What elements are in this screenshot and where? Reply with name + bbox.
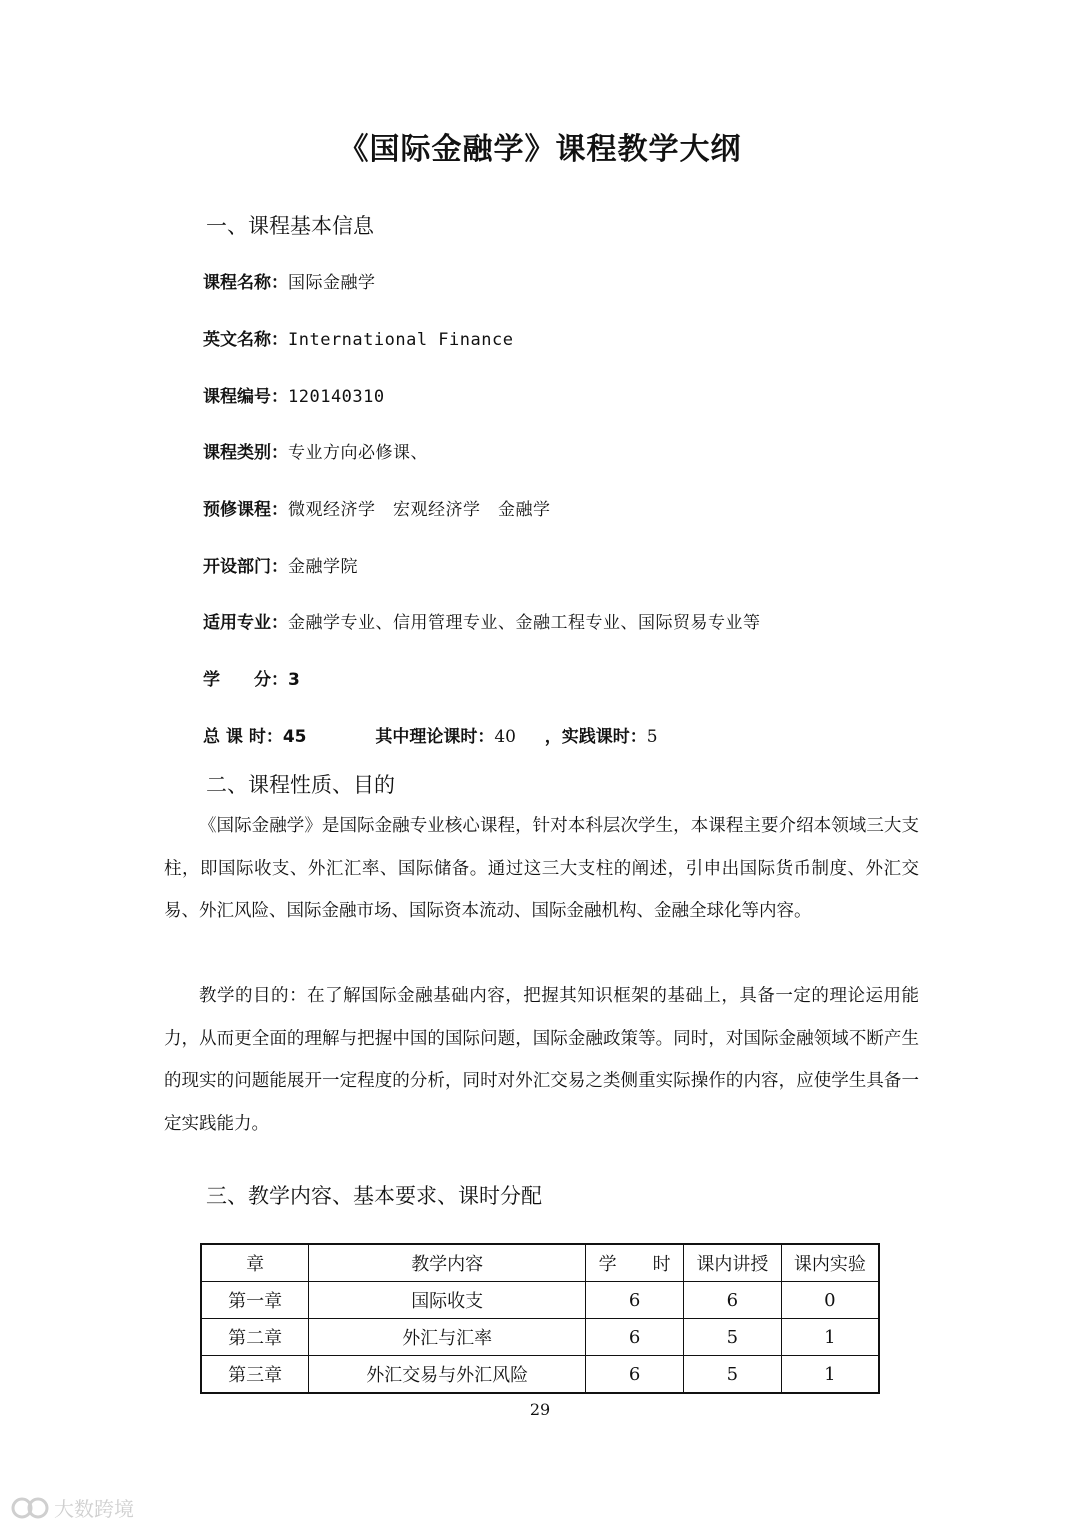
document-title: 《国际金融学》课程教学大纲 xyxy=(338,132,742,167)
info-hours xyxy=(203,722,658,747)
table-cell: 第一章 xyxy=(201,1282,309,1319)
table-cell: 外汇交易与外汇风险 xyxy=(309,1356,586,1394)
table-cell: 6 xyxy=(586,1282,684,1319)
info-label: 课程编号： xyxy=(203,387,288,407)
info-value: International Finance xyxy=(288,330,514,350)
table-cell: 6 xyxy=(684,1282,782,1319)
info-course-name xyxy=(203,268,376,293)
info-value: 金融学专业、信用管理专业、金融工程专业、国际贸易专业等 xyxy=(288,613,761,633)
info-english-name xyxy=(203,325,513,350)
table-cell: 第二章 xyxy=(201,1319,309,1356)
info-label: 英文名称： xyxy=(203,330,288,350)
table-row xyxy=(201,1356,879,1394)
practice-hours-label: ，实践课时： xyxy=(544,727,647,747)
page-number: 29 xyxy=(529,1400,551,1419)
table-cell: 6 xyxy=(586,1356,684,1394)
info-label: 开设部门： xyxy=(203,557,288,577)
watermark-text: 大数跨境 xyxy=(54,1497,134,1521)
table-row xyxy=(201,1319,879,1356)
table-header-cell: 课内实验 xyxy=(781,1244,879,1282)
watermark xyxy=(10,1493,134,1522)
info-label: 适用专业： xyxy=(203,613,288,633)
table-cell: 6 xyxy=(586,1319,684,1356)
info-value: 金融学院 xyxy=(288,557,358,577)
table-row xyxy=(201,1282,879,1319)
total-hours-value: 45 xyxy=(282,727,307,747)
info-value: 3 xyxy=(288,670,300,690)
info-course-code xyxy=(203,382,385,407)
paragraph-purpose: 教学的目的：在了解国际金融基础内容，把握其知识框架的基础上，具备一定的理论运用能力，从而更全面的理解与把握中国的国际问题，国际金融政策等。同时，对国际金融领域不断产生的现实的问题能展开一定程度的分析，同时对外汇交易之类侧重实际操作的内容，应使学生具备一定实践能力。 xyxy=(164,986,919,1134)
table-cell: 1 xyxy=(781,1319,879,1356)
theory-hours-label: 其中理论课时： xyxy=(375,727,495,747)
table-cell: 5 xyxy=(684,1356,782,1394)
table-header-cell: 学 时 xyxy=(586,1244,684,1282)
info-label: 课程类别： xyxy=(203,443,288,463)
theory-hours-value: 40 xyxy=(494,727,516,747)
section-heading-content: 三、教学内容、基本要求、课时分配 xyxy=(206,1184,542,1208)
table-cell: 外汇与汇率 xyxy=(309,1319,586,1356)
total-hours-label: 总 课 时： xyxy=(203,727,283,747)
paragraph-intro: 《国际金融学》是国际金融专业核心课程，针对本科层次学生，本课程主要介绍本领域三大支柱，即国际收支、外汇汇率、国际储备。通过这三大支柱的阐述，引申出国际货币制度、外汇交易、外汇风险、国际金融市场、国际资本流动、国际金融机构、金融全球化等内容。 xyxy=(164,816,919,921)
table-cell: 0 xyxy=(781,1282,879,1319)
info-value: 国际金融学 xyxy=(288,273,376,293)
table-cell: 1 xyxy=(781,1356,879,1394)
table-cell: 5 xyxy=(684,1319,782,1356)
watermark-logo-icon xyxy=(10,1496,50,1520)
info-label: 学 分： xyxy=(203,670,288,690)
table-cell: 第三章 xyxy=(201,1356,309,1394)
table-header-cell: 章 xyxy=(201,1244,309,1282)
practice-hours-value: 5 xyxy=(646,727,658,747)
info-credits xyxy=(203,665,300,690)
info-value: 专业方向必修课、 xyxy=(288,443,428,463)
info-label: 课程名称： xyxy=(203,273,288,293)
info-label: 预修课程： xyxy=(203,500,288,520)
table-header-cell: 教学内容 xyxy=(309,1244,586,1282)
table-header-cell: 课内讲授 xyxy=(684,1244,782,1282)
table-header-row xyxy=(201,1244,879,1282)
info-value: 微观经济学 宏观经济学 金融学 xyxy=(288,500,551,520)
syllabus-table xyxy=(200,1243,880,1394)
section-heading-basic-info: 一、课程基本信息 xyxy=(206,214,374,238)
section-heading-nature-purpose: 二、课程性质、目的 xyxy=(206,773,395,797)
info-value: 120140310 xyxy=(288,387,385,407)
table-cell: 国际收支 xyxy=(309,1282,586,1319)
info-course-category xyxy=(203,438,428,463)
info-prerequisites xyxy=(203,495,551,520)
info-department xyxy=(203,552,358,577)
info-majors xyxy=(203,608,761,633)
